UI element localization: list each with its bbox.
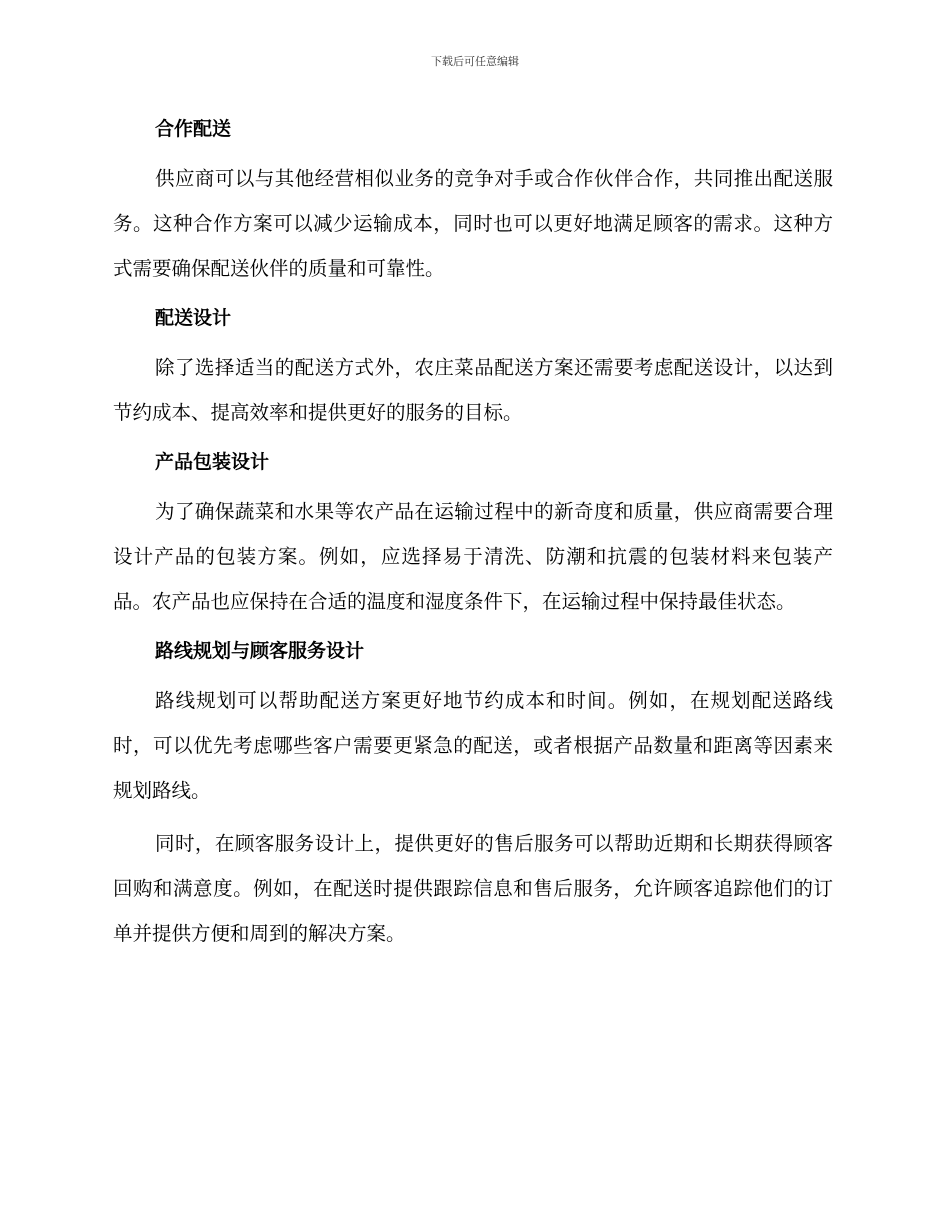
paragraph: 除了选择适当的配送方式外，农庄菜品配送方案还需要考虑配送设计，以达到节约成本、提高效率和提供更好的服务的目标。 [113, 356, 833, 424]
paragraph: 为了确保蔬菜和水果等农产品在运输过程中的新奇度和质量，供应商需要合理设计产品的包装方案。例如，应选择易于清洗、防潮和抗震的包装材料来包装产品。农产品也应保持在合适的温度和湿度条件下，在运输过程中保持最佳状态。 [113, 500, 833, 613]
section-heading-packaging-design: 产品包装设计 [155, 451, 270, 473]
document-body [113, 110, 833, 964]
paragraph: 供应商可以与其他经营相似业务的竞争对手或合作伙伴合作，共同推出配送服务。这种合作方案可以减少运输成本，同时也可以更好地满足顾客的需求。这种方式需要确保配送伙伴的质量和可靠性。 [113, 167, 833, 280]
section-heading-cooperative-delivery: 合作配送 [155, 118, 232, 140]
paragraph: 路线规划可以帮助配送方案更好地节约成本和时间。例如，在规划配送路线时，可以优先考虑哪些客户需要更紧急的配送，或者根据产品数量和距离等因素来规划路线。 [113, 689, 833, 802]
page-header: 下载后可任意编辑 [431, 55, 519, 68]
section-heading-route-and-service: 路线规划与顾客服务设计 [155, 640, 365, 662]
section-heading-delivery-design: 配送设计 [155, 307, 232, 329]
paragraph: 同时，在顾客服务设计上，提供更好的售后服务可以帮助近期和长期获得顾客回购和满意度。例如，在配送时提供跟踪信息和售后服务，允许顾客追踪他们的订单并提供方便和周到的解决方案。 [113, 832, 833, 945]
